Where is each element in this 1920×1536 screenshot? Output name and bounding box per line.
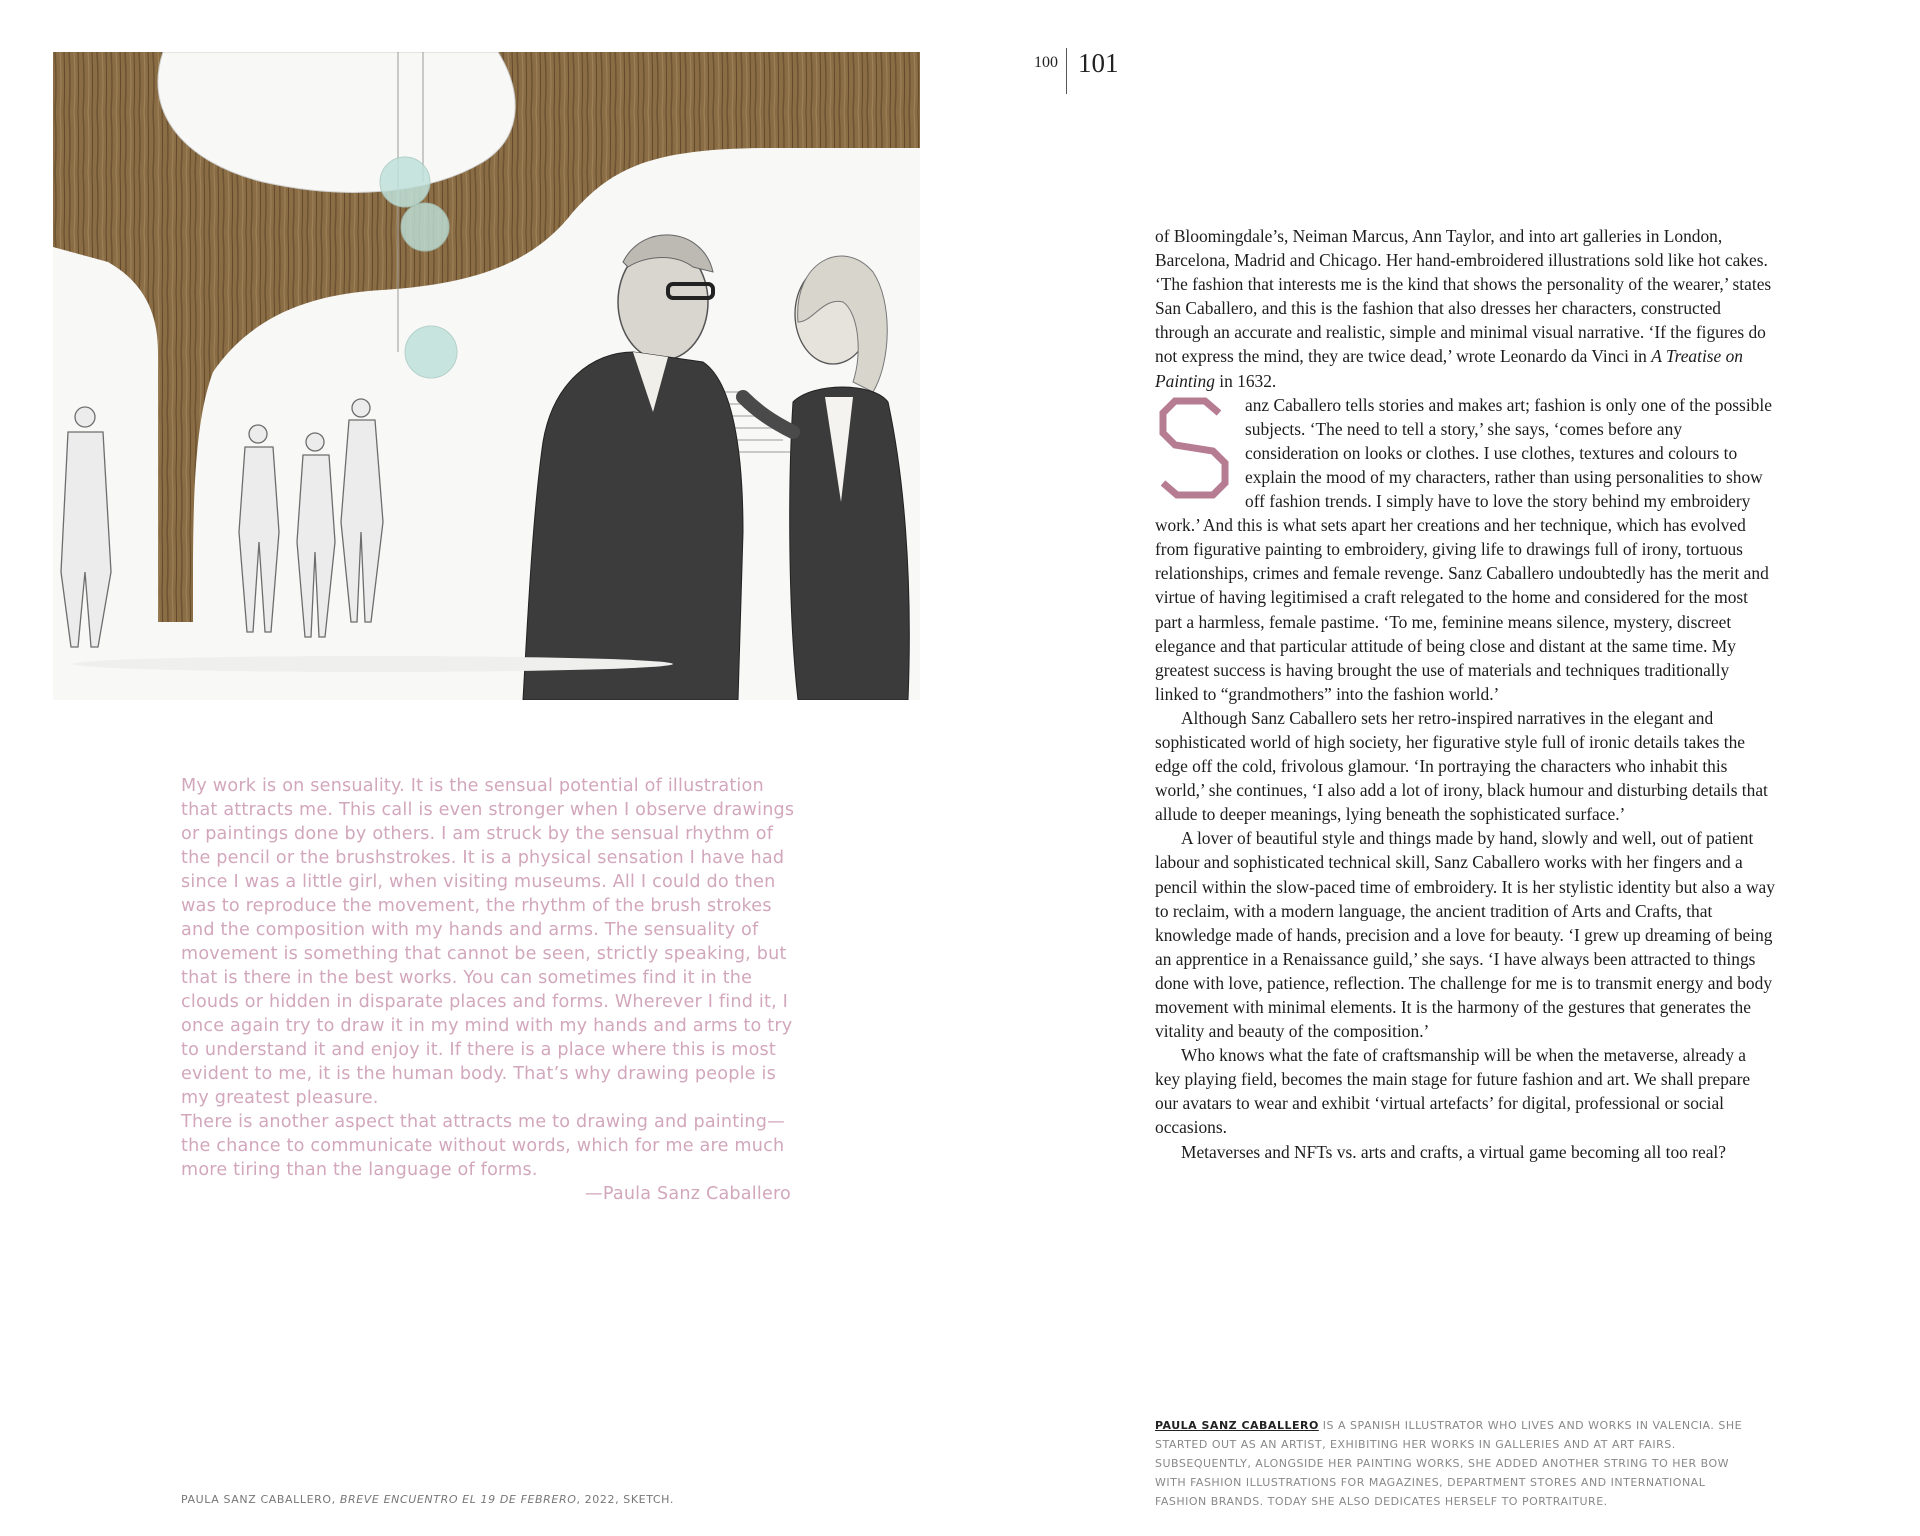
bio-text: IS A SPANISH ILLUSTRATOR WHO LIVES AND WORKS IN VALENCIA. SHE STARTED OUT AS AN ARTIST, EXHIBITING HER WORKS IN GALLERIES AND AT ART FAIRS. SUBSEQUENTLY, ALONGSIDE HER PAINTING WORKS, SHE ADDED ANOTHER STRING TO HER BOW WITH FASHION ILLUSTRATIONS FOR MAGAZINES, DEPARTMENT STORES AND INTERNATIONAL FASHION BRANDS. TODAY SHE ALSO DEDICATES HERSELF TO PORTRAITURE. <box>1155 1419 1743 1508</box>
pull-quote <box>181 774 801 1206</box>
pull-quote-attribution: —Paula Sanz Caballero <box>585 1184 791 1204</box>
pull-quote-paragraph: My work is on sensuality. It is the sensual potential of illustration that attracts me. This call is even stronger when I observe drawings or paintings done by others. I am struck by the sensual rhythm of the pencil or the brushstrokes. It is a physical sensation I have had since I was a little girl, when visiting museums. All I could do then was to reproduce the movement, the rhythm of the brush strokes and the composition with my hands and arms. The sensuality of movement is something that cannot be seen, strictly speaking, but that is there in the best works. You can sometimes find it in the clouds or hidden in disparate places and forms. Wherever I find it, I once again try to draw it in my mind with my hands and arms to try to understand it and enjoy it. If there is a place where this is most evident to me, it is the human body. That’s why drawing people is my greatest pleasure. <box>181 776 795 1108</box>
caption-credit: PAULA SANZ CABALLERO, <box>181 1493 340 1506</box>
body-paragraph: A lover of beautiful style and things made by hand, slowly and well, out of patient labour and sophisticated technical skill, Sanz Caballero works with her fingers and a pencil within the slow-paced time of embroidery. It is her stylistic identity but also a way to reclaim, with a modern language, the ancient tradition of Arts and Crafts, that knowledge made of hands, precision and a love for beauty. ‘I grew up dreaming of being an apprentice in a Renaissance guild,’ she says. ‘I have always been attracted to things done with love, patience, reflection. The challenge for me is to transmit energy and body movement with minimal elements. It is the harmony of the gestures that generates the vitality and beauty of the composition.’ <box>1155 828 1775 1042</box>
pull-quote-paragraph: There is another aspect that attracts me to drawing and painting—the chance to communicate without words, which for me are much more tiring than the language of forms. <box>181 1112 785 1180</box>
body-paragraph: Although Sanz Caballero sets her retro-inspired narratives in the elegant and sophisticated world of high society, her figurative style full of ironic details takes the edge off the cold, frivolous glamour. ‘In portraying the characters who inhabit this world,’ she continues, ‘I also add a lot of irony, black humour and disturbing details that allude to deeper meanings, lying beneath the sophisticated surface.’ <box>1155 707 1768 825</box>
body-paragraph-dropcap <box>1155 393 1775 706</box>
caption-medium: , 2022, SKETCH. <box>576 1493 674 1506</box>
body-text-run: anz Caballero tells stories and makes art; fashion is only one of the possible subjects. ‘The need to tell a story,’ she says, ‘comes before any consideration on looks or clothes. I use clothes, textures and colours to explain the mood of my characters, rather than using personalities to show off fashion trends. I simply have to love the story behind my embroidery work.’ And this is what sets apart her creations and her technique, which has evolved from figurative painting to embroidery, giving life to drawings full of irony, tortuous relationships, crimes and female revenge. Sanz Caballero undoubtedly has the merit and virtue of having legitimised a craft relegated to the home and considered for the most part a harmless, female pastime. ‘To me, feminine means silence, mystery, discreet elegance and that particular attitude of being close and distant at the same time. My greatest success is having brought the use of materials and techniques traditionally linked to “grandmothers” into the fashion world.’ <box>1155 394 1772 704</box>
body-paragraph: Metaverses and NFTs vs. arts and crafts, a virtual game becoming all too real? <box>1181 1141 1726 1162</box>
body-paragraph <box>1155 224 1775 393</box>
image-caption <box>181 1493 881 1506</box>
sketch-illustration-art <box>53 52 920 700</box>
body-text-run: of Bloomingdale’s, Neiman Marcus, Ann Taylor, and into art galleries in London, Barcelona, Madrid and Chicago. Her hand-embroidered illustrations sold like hot cakes. ‘The fashion that interests me is the kind that shows the personality of the wearer,’ states San Caballero, and this is the fashion that also dresses her characters, constructed through an accurate and realistic, simple and minimal visual narrative. ‘If the figures do not express the mind, they are twice dead,’ wrote Leonardo da Vinci in <box>1155 226 1772 367</box>
page-number-right: 101 <box>1078 48 1119 78</box>
caption-artwork-title: BREVE ENCUENTRO EL 19 DE FEBRERO <box>339 1493 577 1506</box>
page-number-left: 100 <box>1034 54 1058 71</box>
page-folio <box>1000 48 1150 94</box>
article-body <box>1155 224 1775 1164</box>
dropcap-letter-s <box>1155 395 1233 503</box>
sketch-illustration <box>53 52 920 700</box>
folio-divider <box>1066 48 1067 94</box>
body-text-run: in 1632. <box>1214 370 1277 391</box>
author-bio <box>1155 1416 1755 1511</box>
bio-name: PAULA SANZ CABALLERO <box>1155 1419 1319 1432</box>
body-paragraph: Who knows what the fate of craftsmanship will be when the metaverse, already a key playing field, becomes the main stage for future fashion and art. We shall prepare our avatars to wear and exhibit ‘virtual artefacts’ for digital, professional or social occasions. <box>1155 1045 1751 1138</box>
book-title: A Treatise on Painting <box>1155 346 1743 391</box>
